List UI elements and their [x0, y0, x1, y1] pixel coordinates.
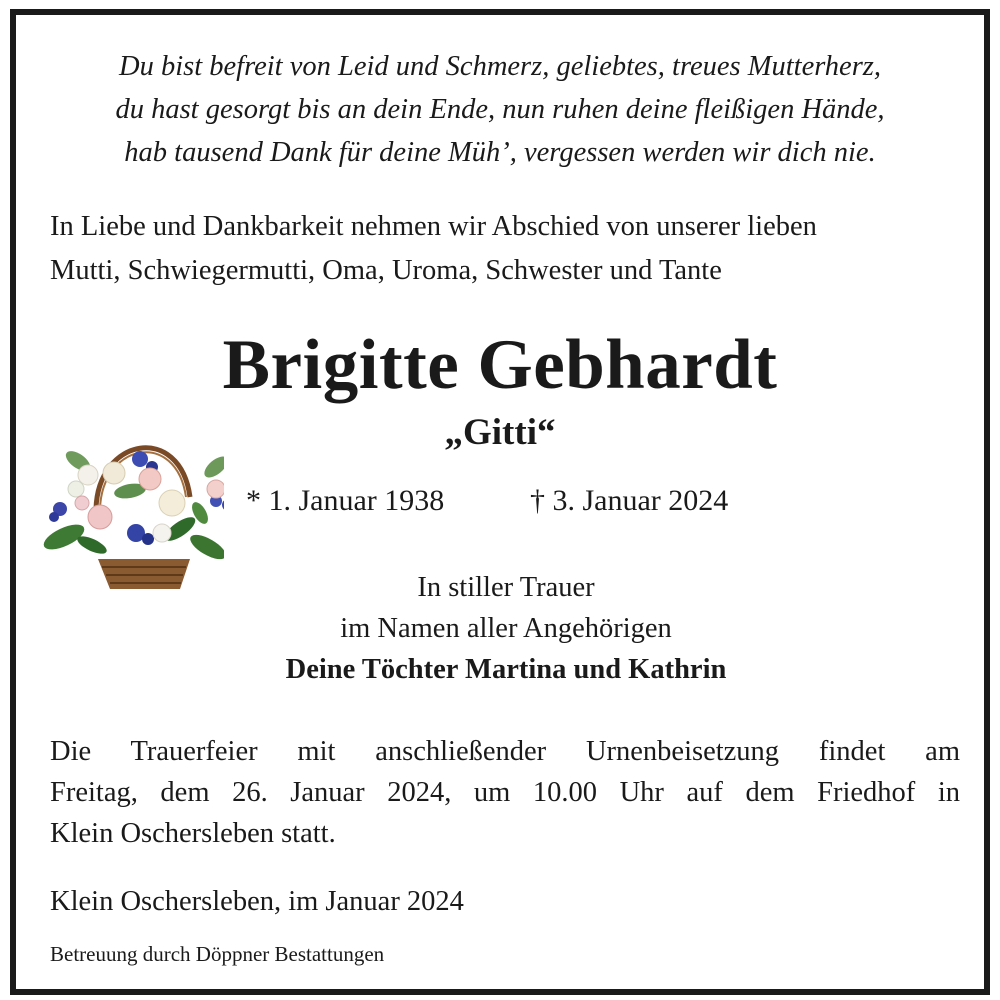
mourning-line: In stiller Trauer	[417, 572, 595, 603]
place-date: Klein Oschersleben, im Januar 2024	[50, 886, 464, 917]
ceremony-line: Klein Oschersleben statt.	[50, 818, 336, 849]
ceremony-text	[50, 731, 960, 854]
deceased-nickname: „Gitti“	[444, 412, 556, 453]
ceremony-line: Freitag, dem 26. Januar 2024, um 10.00 Uhr auf dem Friedhof in	[50, 777, 960, 808]
poem-line: du hast gesorgt bis an dein Ende, nun ruhen deine fleißigen Hände,	[115, 94, 885, 125]
obituary-notice	[10, 9, 990, 995]
poem-line: hab tausend Dank für deine Müh’, vergessen werden wir dich nie.	[124, 137, 876, 168]
flower-basket-icon	[40, 417, 224, 589]
intro-text	[50, 205, 817, 293]
death-date: † 3. Januar 2024	[530, 484, 729, 517]
birth-date: * 1. Januar 1938	[246, 484, 445, 517]
signers: Deine Töchter Martina und Kathrin	[285, 654, 727, 685]
intro-line: Mutti, Schwiegermutti, Oma, Uroma, Schwester und Tante	[50, 255, 722, 286]
intro-line: In Liebe und Dankbarkeit nehmen wir Abschied von unserer lieben	[50, 211, 817, 242]
mourning-block	[16, 567, 996, 690]
memorial-poem	[16, 45, 984, 174]
undertaker-credit: Betreuung durch Döppner Bestattungen	[50, 942, 385, 966]
mourning-line: im Namen aller Angehörigen	[340, 613, 672, 644]
poem-line: Du bist befreit von Leid und Schmerz, geliebtes, treues Mutterherz,	[119, 51, 881, 82]
ceremony-line: Die Trauerfeier mit anschließender Urnenbeisetzung findet am	[50, 736, 960, 767]
deceased-name: Brigitte Gebhardt	[222, 326, 778, 404]
